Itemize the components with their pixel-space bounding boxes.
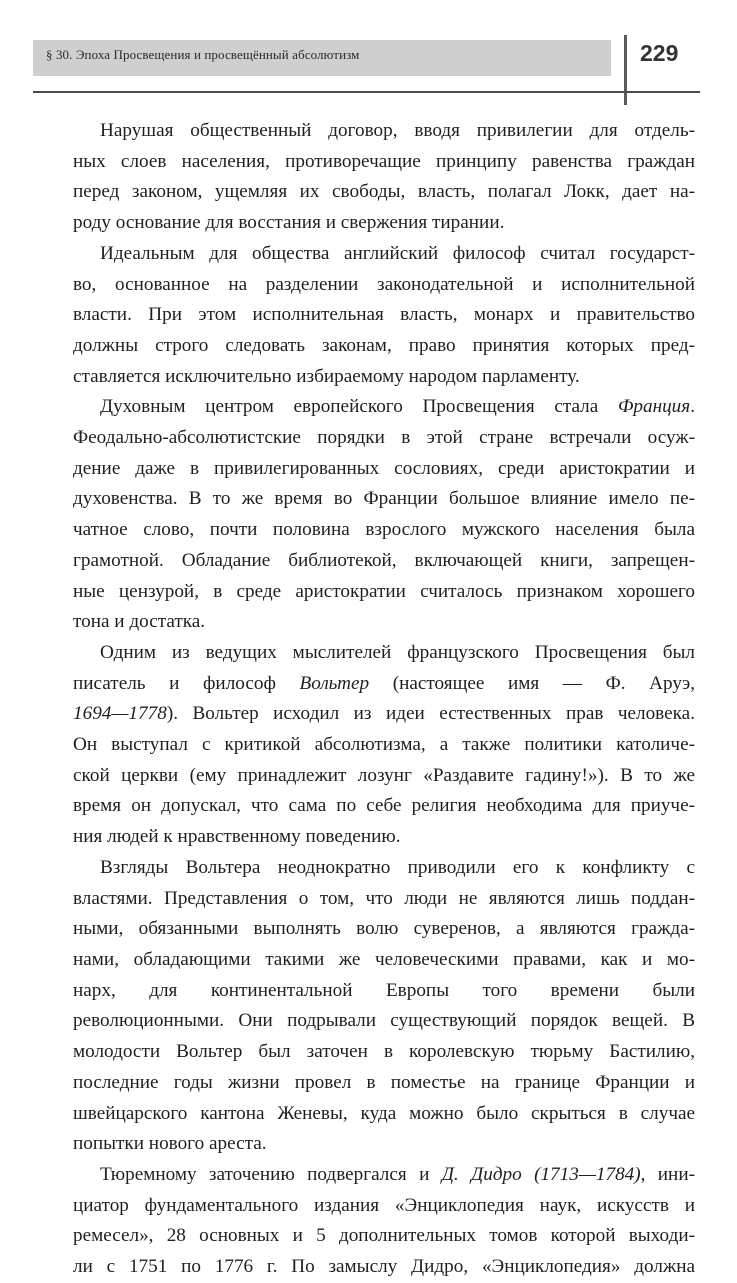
text-line: попытки нового ареста.	[73, 1133, 267, 1155]
text-line: должны строго следовать законам, право принятия которых пред-	[73, 334, 695, 356]
running-header-title: § 30. Эпоха Просвещения и просвещённый абсолютизм	[46, 47, 360, 62]
text-line: власти. При этом исполнительная власть, монарх и правительство	[73, 304, 695, 326]
text-line: Одним из ведущих мыслителей французского Просвещения был	[100, 641, 695, 663]
paragraph	[73, 853, 695, 1160]
text-line: ния людей к нравственному поведению.	[73, 826, 401, 848]
header-rule	[33, 91, 700, 93]
text-line: Идеальным для общества английский философ считал государст-	[100, 242, 695, 264]
text-line: ремесел», 28 основных и 5 дополнительных томов которой выходи-	[73, 1225, 695, 1247]
text-line: 1694—1778). Вольтер исходил из идеи естественных прав человека.	[73, 703, 695, 725]
paragraph	[73, 116, 695, 239]
text-line: ные цензурой, в среде аристократии считалось признаком хорошего	[73, 580, 695, 602]
paragraph	[73, 1160, 695, 1283]
text-line: циатор фундаментального издания «Энциклопедия наук, искусств и	[73, 1194, 695, 1216]
text-line: тона и достатка.	[73, 611, 206, 633]
text-line: перед законом, ущемляя их свободы, власть, полагал Локк, дает на-	[73, 181, 695, 203]
paragraph	[73, 638, 695, 853]
text-line: Тюремному заточению подвергался и Д. Дидро (1713—1784), ини-	[100, 1163, 695, 1185]
text-line: время он допускал, что сама по себе религия необходима для приуче-	[73, 795, 695, 817]
text-line: ных слоев населения, противоречащие принципу равенства граждан	[73, 150, 695, 172]
text-line: революционными. Они подрывали существующий порядок вещей. В	[73, 1010, 695, 1032]
text-line: Феодально-абсолютистские порядки в этой стране встречали осуж-	[73, 427, 695, 449]
text-line: духовенства. В то же время во Франции большое влияние имело пе-	[73, 488, 695, 510]
text-line: роду основание для восстания и свержения тирании.	[73, 212, 505, 234]
paragraph	[73, 239, 695, 393]
text-line: Взгляды Вольтера неоднократно приводили его к конфликту с	[100, 856, 695, 878]
text-line: грамотной. Обладание библиотекой, включающей книги, запрещен-	[73, 549, 695, 571]
text-line: властями. Представления о том, что люди не являются лишь поддан-	[73, 887, 695, 909]
text-line: нами, обладающими такими же человеческими правами, как и мо-	[73, 948, 695, 970]
header-divider	[624, 35, 627, 105]
text-line: Духовным центром европейского Просвещения стала Франция.	[100, 396, 695, 418]
page-number: 229	[640, 40, 679, 66]
text-line: ли с 1751 по 1776 г. По замыслу Дидро, «Энциклопедия» должна	[73, 1256, 695, 1278]
text-line: молодости Вольтер был заточен в королевскую тюрьму Бастилию,	[73, 1041, 695, 1063]
text-line: во, основанное на разделении законодательной и исполнительной	[73, 273, 695, 295]
text-line: нарх, для континентальной Европы того времени были	[73, 979, 695, 1001]
page-body	[73, 116, 695, 1283]
text-line: ской церкви (ему принадлежит лозунг «Раздавите гадину!»). В то же	[73, 764, 695, 786]
text-line: Нарушая общественный договор, вводя привилегии для отдель-	[100, 120, 695, 141]
text-line: писатель и философ Вольтер (настоящее имя — Ф. Аруэ,	[73, 672, 695, 694]
text-line: чатное слово, почти половина взрослого мужского населения была	[73, 519, 695, 541]
text-line: ставляется исключительно избираемому народом парламенту.	[73, 365, 580, 387]
paragraph	[73, 392, 695, 638]
text-line: последние годы жизни провел в поместье на границе Франции и	[73, 1071, 695, 1093]
text-line: швейцарского кантона Женевы, куда можно было скрыться в случае	[73, 1102, 695, 1124]
text-line: Он выступал с критикой абсолютизма, а также политики католиче-	[73, 734, 695, 756]
text-line: дение даже в привилегированных сословиях, среди аристократии и	[73, 457, 695, 479]
text-line: ными, обязанными выполнять волю суверенов, а являются гражда-	[73, 918, 695, 940]
